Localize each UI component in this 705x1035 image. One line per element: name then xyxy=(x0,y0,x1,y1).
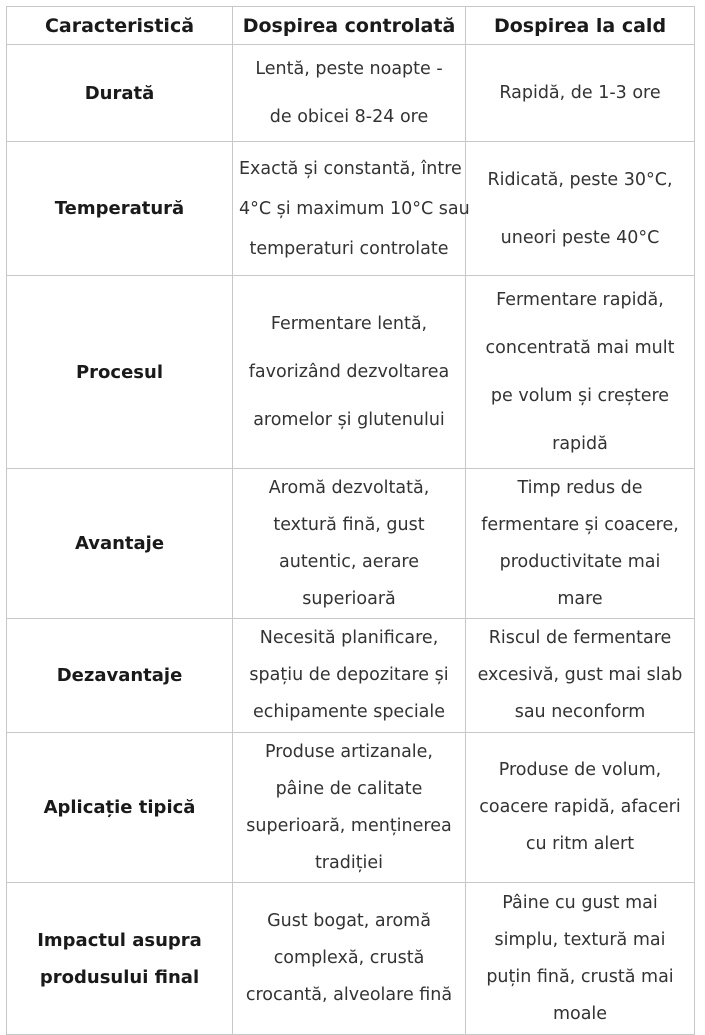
cell-text-line: Impactul asupra xyxy=(37,929,202,951)
cell-text-line: Aplicație tipică xyxy=(43,797,196,818)
cell-text-line: Aromă dezvoltată, xyxy=(268,477,430,498)
cell-text-line: Gust bogat, aromă xyxy=(267,911,431,931)
cell-text-line: Pâine cu gust mai xyxy=(502,892,658,913)
cell-text-line: Necesită planificare, xyxy=(259,628,439,648)
cell-text-line: Riscul de fermentare xyxy=(488,628,672,648)
cell-text-line: Lentă, peste noapte - xyxy=(255,59,443,79)
cell-text-line: 4°C și maximum 10°C sau xyxy=(239,198,470,219)
controlled-proofing-cell xyxy=(233,469,466,619)
cell-text-line: de obicei 8-24 ore xyxy=(269,107,429,127)
controlled-proofing-cell xyxy=(233,733,466,883)
cell-text-line: echipamente speciale xyxy=(252,702,446,722)
warm-proofing-cell xyxy=(466,45,695,142)
cell-text-line: uneori peste 40°C xyxy=(500,227,660,248)
cell-text-line: concentrată mai mult xyxy=(485,338,675,358)
cell-text-line: coacere rapidă, afaceri xyxy=(479,797,681,817)
table-row xyxy=(7,619,695,733)
controlled-proofing-cell xyxy=(233,142,470,276)
cell-text-line: Exactă și constantă, între xyxy=(239,158,462,179)
warm-proofing-cell xyxy=(466,619,695,733)
warm-proofing-cell xyxy=(466,142,695,276)
cell-text-line: superioară, menținerea xyxy=(246,815,452,836)
cell-text-line: produsului final xyxy=(39,966,200,988)
table-row xyxy=(7,276,695,469)
cell-text-line: Rapidă, de 1-3 ore xyxy=(499,83,661,103)
cell-text-line: mare xyxy=(557,588,603,609)
cell-text-line: puțin fină, crustă mai xyxy=(486,966,674,987)
cell-text-line: Timp redus de xyxy=(517,477,643,498)
row-label-cell xyxy=(7,619,233,733)
header-warm-proofing: Dospirea la cald xyxy=(466,7,695,45)
row-label-cell xyxy=(7,469,233,619)
cell-text-line: Durată xyxy=(84,82,155,104)
header-controlled-proofing: Dospirea controlată xyxy=(233,7,466,45)
cell-text-line: crocantă, alveolare fină xyxy=(245,985,453,1005)
cell-text-line: tradiției xyxy=(314,852,384,873)
cell-text-line: fermentare și coacere, xyxy=(481,514,679,535)
cell-text-line: superioară xyxy=(302,588,396,609)
controlled-proofing-cell xyxy=(233,883,466,1035)
cell-text-line: Produse artizanale, xyxy=(265,741,433,762)
warm-proofing-cell xyxy=(466,733,695,883)
cell-text-line: Fermentare lentă, xyxy=(270,314,428,334)
comparison-table-container xyxy=(6,6,694,1035)
controlled-proofing-cell xyxy=(233,45,466,142)
row-label-cell xyxy=(7,45,233,142)
cell-text-line: rapidă xyxy=(552,434,608,454)
table-row xyxy=(7,733,695,883)
row-label-cell xyxy=(7,276,233,469)
cell-text-line: moale xyxy=(552,1003,608,1024)
cell-text-line: Procesul xyxy=(75,361,163,383)
cell-text-line: Produse de volum, xyxy=(498,760,662,780)
cell-text-line: simplu, textură mai xyxy=(494,929,666,950)
table-row xyxy=(7,883,695,1035)
warm-proofing-cell xyxy=(466,469,695,619)
cell-text-line: productivitate mai xyxy=(499,551,661,572)
cell-text-line: pe volum și creștere xyxy=(490,386,670,406)
cell-text-line: complexă, crustă xyxy=(273,948,425,968)
row-label-cell xyxy=(7,142,233,276)
header-characteristic: Caracteristică xyxy=(7,7,233,45)
cell-text-line: autentic, aerare xyxy=(279,551,419,572)
table-row xyxy=(7,45,695,142)
cell-text-line: Fermentare rapidă, xyxy=(496,290,664,310)
cell-text-line: spațiu de depozitare și xyxy=(249,665,449,685)
cell-text-line: Temperatură xyxy=(54,198,185,219)
comparison-table xyxy=(6,6,695,1035)
cell-text-line: Dezavantaje xyxy=(56,665,183,686)
warm-proofing-cell xyxy=(466,276,695,469)
controlled-proofing-cell xyxy=(233,276,466,469)
cell-text-line: Avantaje xyxy=(74,533,165,554)
warm-proofing-cell xyxy=(466,883,695,1035)
table-row xyxy=(7,142,695,276)
cell-text-line: cu ritm alert xyxy=(525,834,635,854)
cell-text-line: Ridicată, peste 30°C, xyxy=(487,169,673,190)
controlled-proofing-cell xyxy=(233,619,466,733)
cell-text-line: temperaturi controlate xyxy=(249,238,449,259)
cell-text-line: textură fină, gust xyxy=(273,514,425,535)
row-label-cell xyxy=(7,883,233,1035)
cell-text-line: aromelor și glutenului xyxy=(253,410,445,430)
table-row xyxy=(7,469,695,619)
table-header-row xyxy=(7,7,695,45)
cell-text-line: excesivă, gust mai slab xyxy=(477,665,683,685)
cell-text-line: sau neconform xyxy=(514,702,646,722)
cell-text-line: favorizând dezvoltarea xyxy=(248,362,450,382)
cell-text-line: pâine de calitate xyxy=(275,778,423,799)
row-label-cell xyxy=(7,733,233,883)
